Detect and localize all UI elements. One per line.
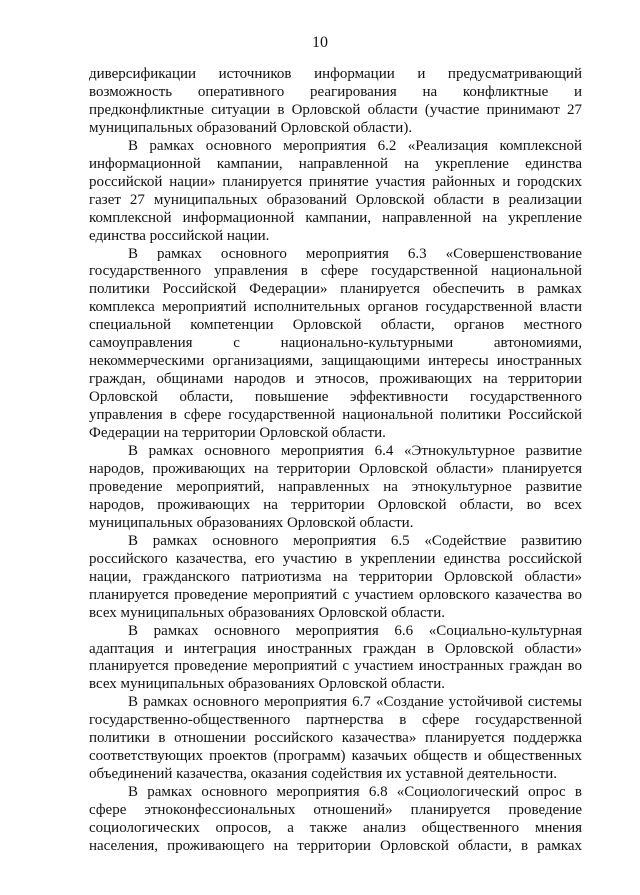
paragraph-measure-6-5: В рамках основного мероприятия 6.5 «Содействие развитию российского казачества, его участию в укреплении единства российской нации, гражданского патриотизма на территории Орловской области» планируется проведение мероприятий с участием орловского казачества во всех муниципальных образованиях Орловской области. — [89, 532, 582, 621]
page-number: 10 — [312, 34, 328, 51]
paragraph-continuation: диверсификации источников информации и предусматривающий возможность оперативного реагирования на конфликтные и предконфликтные ситуации в Орловской области (участие принимают 27 муниципальных образований Орловской области). — [89, 66, 582, 136]
paragraph-measure-6-4: В рамках основного мероприятия 6.4 «Этнокультурное развитие народов, проживающих на территории Орловской области» планируется проведение мероприятий, направленных на этнокультурное развитие народов, проживающих на территории Орловской области, во всех муниципальных образованиях Орловской области. — [89, 443, 582, 531]
paragraph-measure-6-6: В рамках основного мероприятия 6.6 «Социально-культурная адаптация и интеграция иностранных граждан в Орловской области» планируется проведение мероприятий с участием иностранных граждан во всех муниципальных образованиях Орловской области. — [89, 622, 582, 693]
paragraph-measure-6-7: В рамках основного мероприятия 6.7 «Создание устойчивой системы государственно-общественного партнерства в сфере государственной политики в отношении российского казачества» планируется поддержка соответствующих проектов (программ) казачьих обществ и общественных объединений казачества, оказания содействия их уставной деятельности. — [89, 694, 582, 783]
paragraph-measure-6-2: В рамках основного мероприятия 6.2 «Реализация комплексной информационной кампании, направленной на укрепление единства российской нации» планируется принятие участия районных и городских газет 27 муниципальных образований Орловской области в реализации комплексной информационной кампании, направленной на укрепление единства российской нации. — [89, 137, 582, 244]
document-body — [89, 66, 582, 856]
paragraph-measure-6-8: В рамках основного мероприятия 6.8 «Социологический опрос в сфере этноконфессиональных отношений» планируется проведение социологических опросов, а также анализ общественного мнения населения, проживающего на территории Орловской области, в рамках — [89, 784, 582, 854]
paragraph-measure-6-3: В рамках основного мероприятия 6.3 «Совершенствование государственного управления в сфере государственной национальной политики Российской Федерации» планируется обеспечить в рамках комплекса мероприятий исполнительных органов государственной власти специальной компетенции Орловской области, органов местного самоуправления с национально-культурными автономиями, некоммерческими организациями, защищающими интересы иностранных граждан, общинами народов и этносов, проживающих на территории Орловской области, повышение эффективности государственного управления в сфере государственной национальной политики Российской Федерации на территории Орловской области. — [89, 245, 582, 442]
